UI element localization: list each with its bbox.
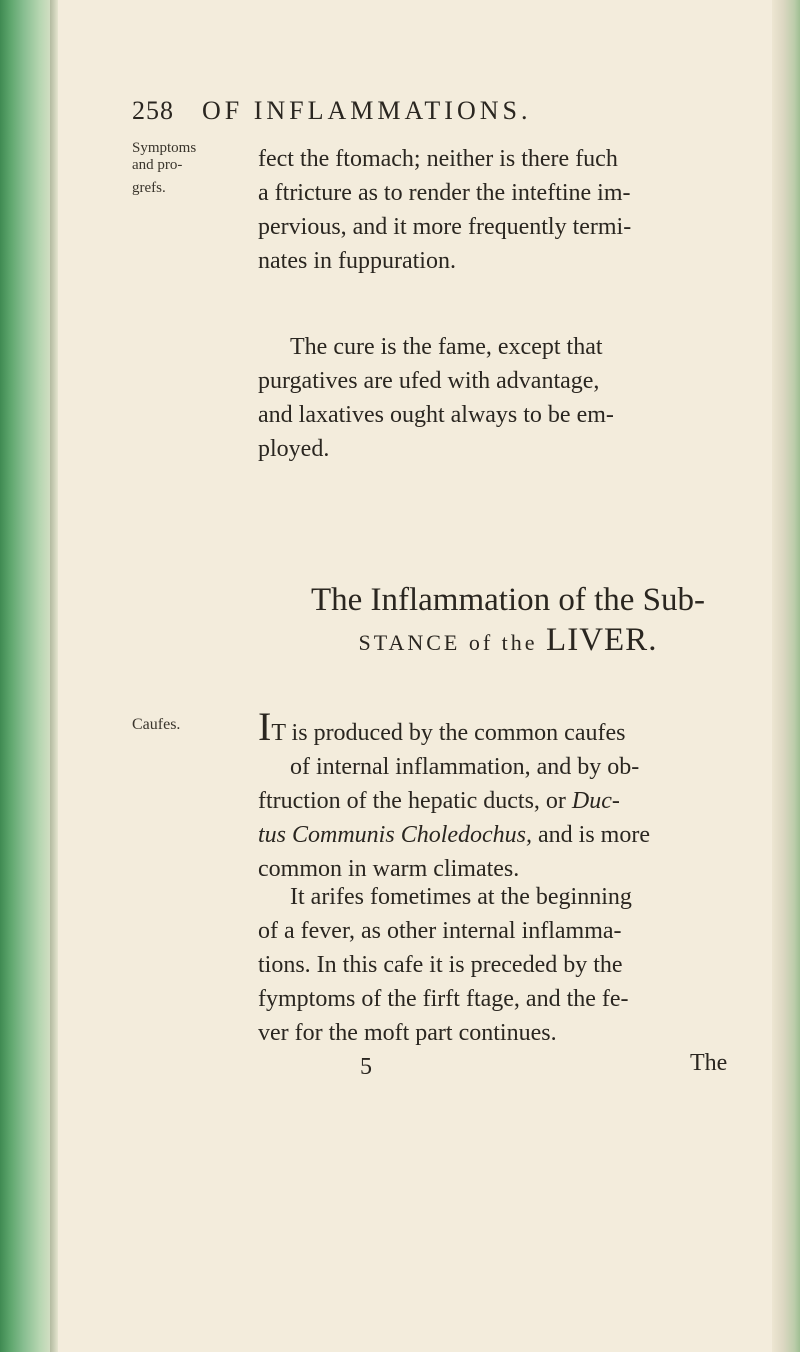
book-spine-edge <box>0 0 58 1352</box>
paragraph-2 <box>258 330 758 466</box>
text-line: of internal inflammation, and by ob- <box>290 754 640 780</box>
paragraph-4 <box>258 880 758 1050</box>
heading-liver: LIVER. <box>546 622 658 658</box>
page-number: 258 <box>132 96 174 125</box>
paragraph-3 <box>258 704 758 886</box>
heading-line-2 <box>258 620 758 663</box>
text-line: of a fever, as other internal inflamma- <box>258 918 622 944</box>
margin-note-causes: Caufes. <box>132 716 181 733</box>
text-line <box>258 704 758 750</box>
text-line: fymptoms of the firft ftage, and the fe- <box>258 986 629 1012</box>
text-line: pervious, and it more frequently termi- <box>258 214 632 240</box>
text-line <box>258 784 758 818</box>
margin-note-line: and pro- <box>132 157 183 173</box>
text-run: T is produced by the common caufes <box>271 720 626 746</box>
text-run: and is more <box>538 822 650 848</box>
margin-note-line: Symptoms <box>132 140 197 156</box>
text-line <box>258 818 758 852</box>
italic-run: Duc- <box>571 788 620 814</box>
signature-mark: 5 <box>360 1054 372 1080</box>
margin-note-symptoms <box>132 140 196 197</box>
text-line: fect the ftomach; neither is there fuch <box>258 146 618 172</box>
text-line: common in warm climates. <box>258 856 520 882</box>
running-title: OF INFLAMMATIONS. <box>202 96 532 125</box>
page-right-edge <box>772 0 800 1352</box>
text-line: and laxatives ought always to be em- <box>258 402 614 428</box>
drop-cap: I <box>258 704 272 749</box>
heading-line-1: The Inflammation of the Sub- <box>310 582 706 618</box>
text-line: The cure is the fame, except that <box>290 334 603 360</box>
text-line: tions. In this cafe it is preceded by the <box>258 952 623 978</box>
text-line: a ftricture as to render the inteftine im- <box>258 180 631 206</box>
heading-small-caps: STANCE of the <box>358 630 538 655</box>
text-line: nates in fuppuration. <box>258 248 456 274</box>
margin-note-line: grefs. <box>132 180 166 196</box>
text-run: ftruction of the hepatic ducts, or <box>258 788 566 814</box>
catchword: The <box>690 1050 728 1076</box>
paragraph-1 <box>258 142 758 278</box>
text-line: It arifes fometimes at the beginning <box>290 884 632 910</box>
text-line: purgatives are ufed with advantage, <box>258 368 600 394</box>
section-heading <box>258 580 758 663</box>
italic-run: tus Communis Choledochus, <box>258 822 533 848</box>
text-line: ployed. <box>258 436 330 462</box>
text-line: ver for the moft part continues. <box>258 1020 557 1046</box>
